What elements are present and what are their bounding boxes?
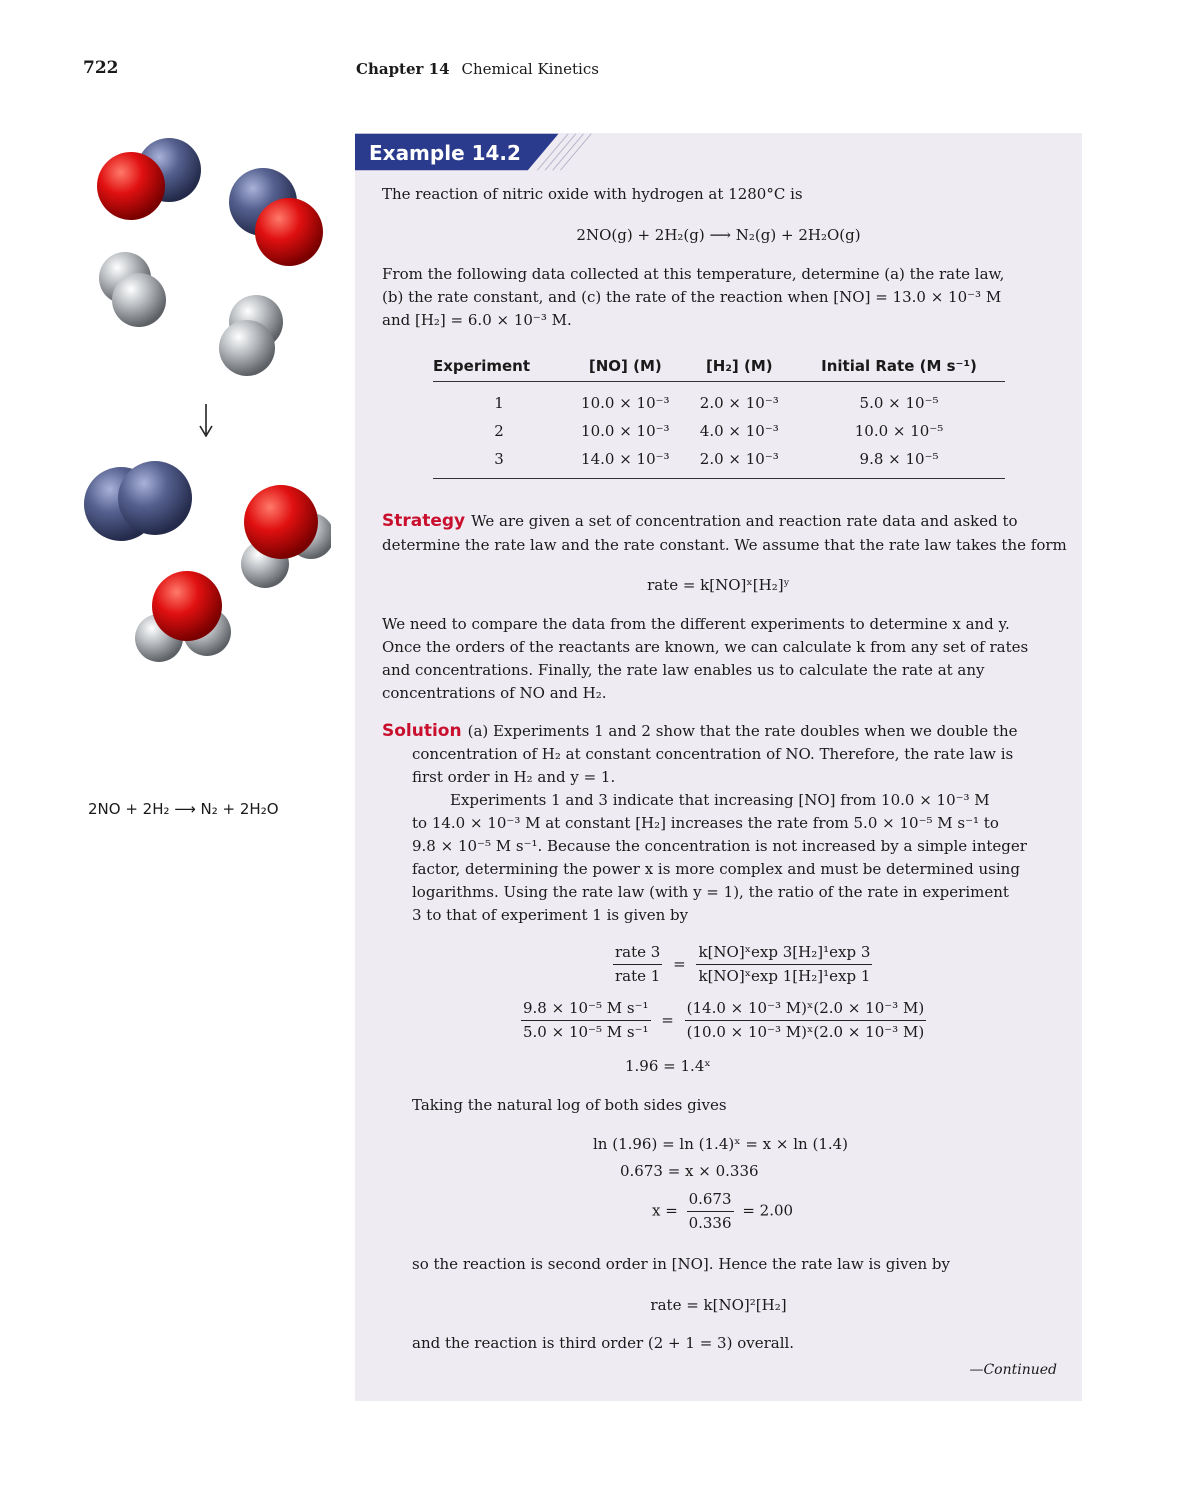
x-lhs: x = [652, 1201, 678, 1220]
ratio-lhs-num: rate 3 [613, 941, 662, 965]
x-num: 0.673 [687, 1188, 734, 1212]
running-head [356, 60, 599, 78]
page-number: 722 [83, 58, 119, 78]
table-cell: 2.0 × 10⁻³ [686, 445, 794, 479]
continued-label: —Continued [969, 1362, 1057, 1378]
ratio-lhs-den: rate 1 [615, 967, 661, 985]
strategy-line-2: determine the rate law and the rate constant. We assume that the rate law takes the form [382, 536, 1067, 554]
table-cell: 5.0 × 10⁻⁵ [859, 394, 939, 412]
question-line-1: From the following data collected at this temperature, determine (a) the rate law, [382, 265, 1005, 283]
chapter-label: Chapter 14 [356, 60, 450, 78]
ratio-rhs-den: k[NO]ˣexp 1[H₂]¹exp 1 [698, 967, 871, 985]
table-cell: 1 [494, 394, 504, 412]
molecule-illustration [81, 128, 331, 708]
solution-line-6: 9.8 × 10⁻⁵ M s⁻¹. Because the concentration is not increased by a simple integer [412, 837, 1027, 855]
ratio2-rhs-num: (14.0 × 10⁻³ M)ˣ(2.0 × 10⁻³ M) [685, 997, 927, 1021]
reaction-equation: 2NO(g) + 2H₂(g) ⟶ N₂(g) + 2H₂O(g) [576, 226, 861, 244]
down-arrow-icon [200, 404, 212, 436]
table-cell: 2.0 × 10⁻³ [699, 394, 779, 412]
table-header: Experiment [433, 353, 565, 382]
table-cell: 10.0 × 10⁻³ [581, 422, 670, 440]
h2-molecule-1 [99, 252, 166, 327]
table-cell: 3 [433, 445, 565, 479]
table-row [433, 417, 1005, 445]
strategy-heading: Strategy [382, 511, 466, 531]
table-cell: 10.0 × 10⁻³ [581, 394, 670, 412]
ratio-rhs-num: k[NO]ˣexp 3[H₂]¹exp 3 [696, 941, 872, 965]
table-cell: 10.0 × 10⁻⁵ [854, 422, 944, 440]
conclusion-text: so the reaction is second order in [NO]. Hence the rate law is given by [412, 1255, 950, 1273]
solution-line-1 [382, 720, 1018, 743]
final-rate-law: rate = k[NO]²[H₂] [650, 1296, 787, 1314]
solution-line-7: factor, determining the power x is more complex and must be determined using [412, 860, 1020, 878]
log-equation-1: ln (1.96) = ln (1.4)ˣ = x × ln (1.4) [593, 1135, 849, 1153]
strategy-line-1 [382, 510, 1018, 533]
no-molecule-1 [97, 138, 201, 220]
intro-text: The reaction of nitric oxide with hydrogen at 1280°C is [382, 185, 803, 203]
ratio2-lhs-num: 9.8 × 10⁻⁵ M s⁻¹ [521, 997, 651, 1021]
solution-line-8: logarithms. Using the rate law (with y = 1), the ratio of the rate in experiment [412, 883, 1009, 901]
question-line-2: (b) the rate constant, and (c) the rate of the reaction when [NO] = 13.0 × 10⁻³ M [382, 288, 1002, 306]
strategy-para2-line-2: Once the orders of the reactants are known, we can calculate k from any set of rates [382, 638, 1029, 656]
rate-data-table [433, 353, 1005, 479]
solution-text: (a) Experiments 1 and 2 show that the rate doubles when we double the [467, 722, 1018, 740]
solution-heading: Solution [382, 721, 462, 741]
final-line: and the reaction is third order (2 + 1 = 3) overall. [412, 1334, 795, 1352]
strategy-para2-line-4: concentrations of NO and H₂. [382, 684, 607, 702]
question-line-3: and [H₂] = 6.0 × 10⁻³ M. [382, 311, 572, 329]
table-cell: 2 [494, 422, 504, 440]
strategy-para2-line-3: and concentrations. Finally, the rate law enables us to calculate the rate at any [382, 661, 985, 679]
chapter-title: Chemical Kinetics [461, 60, 599, 78]
log-equation-2: 0.673 = x × 0.336 [620, 1162, 759, 1180]
ratio-equation-2: $\frac{\text{9.8 × 10⁻⁵ M s⁻¹}}{\text{5.0 × 10⁻⁵ M s⁻¹}}$ = $\frac{\text{(14.0 × 10⁻³ M)ˣ(2.0 × 10⁻³ M)}}{\text{(10.0 × 10⁻³ M)ˣ(2.0 × 10⁻³ M)}}$ [521, 997, 926, 1044]
solution-line-3: first order in H₂ and y = 1. [412, 768, 616, 786]
example-title: Example 14.2 [369, 141, 521, 165]
table-row [433, 445, 1005, 479]
figure-caption: 2NO + 2H₂ ⟶ N₂ + 2H₂O [88, 800, 279, 818]
strategy-para2-line-1: We need to compare the data from the different experiments to determine x and y. [382, 615, 1010, 633]
table-header: [H₂] (M) [686, 353, 794, 382]
no-molecule-2 [229, 168, 323, 266]
x-den: 0.336 [688, 1214, 732, 1232]
x-equation [652, 1188, 793, 1235]
h2o-molecule-1 [241, 485, 331, 588]
example-box [355, 133, 1082, 1401]
strategy-text: We are given a set of concentration and reaction rate data and asked to [471, 512, 1018, 530]
solution-line-4: Experiments 1 and 3 indicate that increasing [NO] from 10.0 × 10⁻³ M [450, 791, 990, 809]
n2-molecule [84, 461, 192, 541]
solution-line-9: 3 to that of experiment 1 is given by [412, 906, 689, 924]
table-cell: 4.0 × 10⁻³ [699, 422, 779, 440]
table-header: Initial Rate (M s⁻¹) [793, 353, 1005, 382]
x-rhs: = 2.00 [742, 1201, 794, 1220]
table-cell: 9.8 × 10⁻⁵ [793, 445, 1005, 479]
ratio-equation-1: $\frac{\text{rate 3}}{\text{rate 1}}$ = $\frac{\text{k[NO]ˣexp 3[H₂]¹exp 3}}{\text{k[NO]ˣexp 1[H₂]¹exp 1}}$ [613, 941, 872, 988]
table-cell: 14.0 × 10⁻³ [565, 445, 685, 479]
solution-line-2: concentration of H₂ at constant concentration of NO. Therefore, the rate law is [412, 745, 1014, 763]
solution-line-5: to 14.0 × 10⁻³ M at constant [H₂] increases the rate from 5.0 × 10⁻⁵ M s⁻¹ to [412, 814, 999, 832]
h2-molecule-2 [219, 295, 283, 376]
ratio2-rhs-den: (10.0 × 10⁻³ M)ˣ(2.0 × 10⁻³ M) [686, 1023, 925, 1041]
table-row [433, 382, 1005, 418]
table-header: [NO] (M) [565, 353, 685, 382]
log-intro: Taking the natural log of both sides gives [412, 1096, 727, 1114]
ratio-result: 1.96 = 1.4ˣ [625, 1057, 711, 1075]
molecule-figure [81, 128, 331, 818]
h2o-molecule-2 [135, 571, 231, 662]
ratio2-lhs-den: 5.0 × 10⁻⁵ M s⁻¹ [523, 1023, 649, 1041]
rate-law-form: rate = k[NO]ˣ[H₂]ʸ [647, 576, 790, 594]
